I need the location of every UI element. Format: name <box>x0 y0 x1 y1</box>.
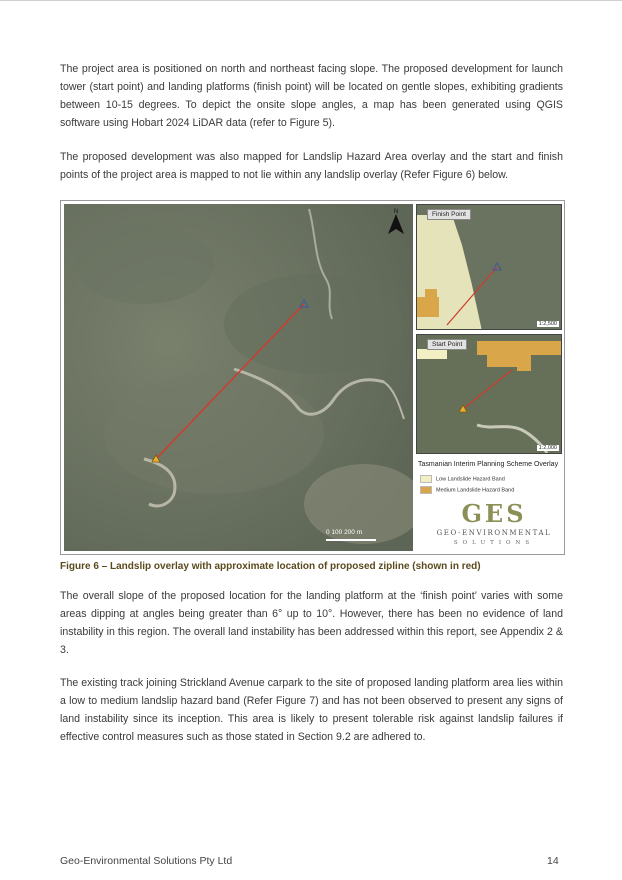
logo-line-2: SOLUTIONS <box>453 540 535 546</box>
inset-finish-point <box>416 204 562 330</box>
scale-bar <box>326 539 376 541</box>
paragraph-overlay: The proposed development was also mapped for Landslip Hazard Area overlay and the start and finish points of the project area is mapped to not lie within any landslip overlay (Refer Figure 6) below. <box>60 151 563 181</box>
medium-hazard-band <box>487 355 517 367</box>
figure-caption: Figure 6 – Landslip overlay with approximate location of proposed zipline (shown in red) <box>60 561 481 572</box>
low-hazard-band <box>417 349 447 359</box>
paragraph-slope: The project area is positioned on north and northeast facing slope. The proposed development for launch tower (start point) and landing platforms (finish point) will be located on gentle slopes, exhibiting gradients between 10-15 degrees. To depict the onsite slope angles, a map has been generated using QGIS software using Hobart 2024 LiDAR data (refer to Figure 5). <box>60 63 563 129</box>
landslip-figure <box>60 200 565 555</box>
medium-hazard-band <box>517 355 531 371</box>
medium-hazard-band <box>417 297 439 317</box>
vegetation-patch <box>74 224 214 304</box>
vegetation-patch <box>104 374 324 494</box>
low-band-swatch <box>420 475 432 483</box>
main-scale-label: 0 100 200 m <box>326 529 363 536</box>
medium-hazard-band <box>477 341 562 355</box>
aerial-map <box>64 204 413 551</box>
logo-line-1: GEO-ENVIRONMENTAL <box>436 529 552 537</box>
ges-logo <box>434 501 554 549</box>
medium-band-swatch <box>420 486 432 494</box>
legend-medium-band <box>420 486 514 494</box>
paragraph-slope-finish: The overall slope of the proposed location for the landing platform at the ‘finish point’ varies with some areas dipping at angles being greater than 6° up to 10°. However, there has been no evidence of land instability in this region. The overall land instability has been addressed within this report, see Appendix 2 & 3. <box>60 590 563 656</box>
finish-point-label: Finish Point <box>427 209 471 220</box>
map-legend <box>416 459 562 551</box>
legend-low-band <box>420 475 505 483</box>
top-rule <box>0 0 622 1</box>
legend-title: Tasmanian Interim Planning Scheme Overlay <box>418 461 559 468</box>
footer-company: Geo-Environmental Solutions Pty Ltd <box>60 855 233 867</box>
start-scale-label: 1:2,000 <box>538 445 557 451</box>
footer-page-number: 14 <box>547 855 559 867</box>
legend-medium-label: Medium Landslide Hazard Band <box>436 487 515 494</box>
north-label: N <box>393 209 399 215</box>
legend-low-label: Low Landslide Hazard Band <box>436 476 505 483</box>
paragraph-track: The existing track joining Strickland Avenue carpark to the site of proposed landing platform area lies within a low to medium landslip hazard band (Refer Figure 7) and has not been observed to present any signs of land instability since its inception. This area is likely to present tolerable risk against landslip failures if effective control measures such as those stated in Section 9.2 are adhered to. <box>60 677 563 743</box>
finish-scale-label: 1:2,500 <box>538 321 557 327</box>
medium-hazard-band <box>425 289 437 299</box>
logo-mark: GES <box>461 499 527 528</box>
inset-start-point <box>416 334 562 454</box>
start-point-label: Start Point <box>427 339 467 350</box>
